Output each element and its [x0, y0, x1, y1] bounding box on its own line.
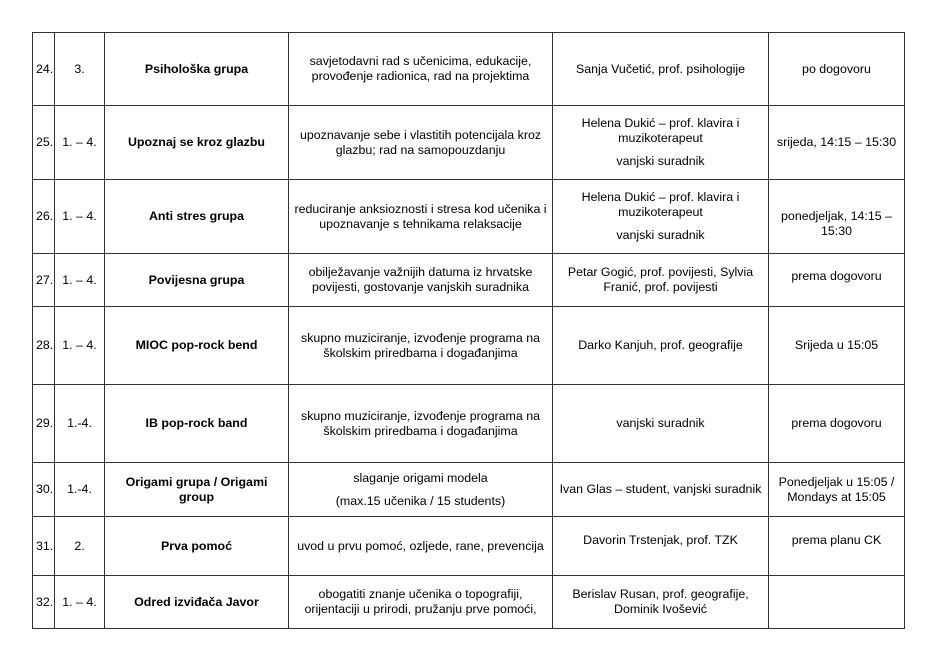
activity-time: prema dogovoru [769, 254, 905, 307]
table-row [33, 307, 905, 385]
activity-description: reduciranje anksioznosti i stresa kod učenika i upoznavanje s tehnikama relaksacije [289, 180, 553, 254]
activity-name: IB pop-rock band [105, 385, 289, 463]
activities-table [32, 32, 905, 629]
grade-cell: 1. – 4. [55, 576, 105, 629]
table-row [33, 180, 905, 254]
activity-description: skupno muziciranje, izvođenje programa na školskim priredbama i događanjima [289, 307, 553, 385]
activity-description: obilježavanje važnijih datuma iz hrvatske povijesti, gostovanje vanjskih suradnika [289, 254, 553, 307]
activity-leader: Sanja Vučetić, prof. psihologije [553, 33, 769, 106]
row-number: 31. [33, 517, 55, 576]
grade-cell: 1.-4. [55, 385, 105, 463]
row-number: 27. [33, 254, 55, 307]
activity-time: srijeda, 14:15 – 15:30 [769, 106, 905, 180]
activity-time: prema planu CK [769, 517, 905, 576]
activity-name: MIOC pop-rock bend [105, 307, 289, 385]
leader-note: vanjski suradnik [616, 154, 705, 168]
row-number: 32. [33, 576, 55, 629]
leader-name: Helena Dukić – prof. klavira i muzikoterapeut [581, 190, 740, 219]
activity-name: Povijesna grupa [105, 254, 289, 307]
activity-time: prema dogovoru [769, 385, 905, 463]
activity-description: upoznavanje sebe i vlastitih potencijala kroz glazbu; rad na samopouzdanju [289, 106, 553, 180]
description-note: (max.15 učenika / 15 students) [335, 493, 506, 508]
row-number: 28. [33, 307, 55, 385]
activity-name: Psihološka grupa [105, 33, 289, 106]
table-row [33, 254, 905, 307]
activity-description: uvod u prvu pomoć, ozljede, rane, prevencija [289, 517, 553, 576]
table-row [33, 576, 905, 629]
activity-time: Srijeda u 15:05 [769, 307, 905, 385]
activity-name: Origami grupa / Origami group [105, 463, 289, 517]
activity-leader: Ivan Glas – student, vanjski suradnik [553, 463, 769, 517]
activity-description: obogatiti znanje učenika o topografiji, orijentaciji u prirodi, pružanju prve pomoći, [289, 576, 553, 629]
row-number: 25. [33, 106, 55, 180]
table-row [33, 463, 905, 517]
activity-time [769, 576, 905, 629]
activity-name: Odred izviđača Javor [105, 576, 289, 629]
activity-description: savjetodavni rad s učenicima, edukacije, provođenje radionica, rad na projektima [289, 33, 553, 106]
table-row [33, 517, 905, 576]
activity-name: Upoznaj se kroz glazbu [105, 106, 289, 180]
activity-leader [553, 106, 769, 180]
row-number: 24. [33, 33, 55, 106]
activity-leader: Berislav Rusan, prof. geografije, Dominik Ivošević [553, 576, 769, 629]
table-row [33, 385, 905, 463]
grade-cell: 1. – 4. [55, 307, 105, 385]
activity-description: skupno muziciranje, izvođenje programa na školskim priredbama i događanjima [289, 385, 553, 463]
activity-name: Prva pomoć [105, 517, 289, 576]
row-number: 26. [33, 180, 55, 254]
activity-name: Anti stres grupa [105, 180, 289, 254]
activity-leader [553, 180, 769, 254]
grade-cell: 3. [55, 33, 105, 106]
leader-note: vanjski suradnik [616, 228, 705, 242]
leader-name: Helena Dukić – prof. klavira i muzikoterapeut [581, 116, 740, 145]
activity-description [289, 463, 553, 517]
table-row [33, 106, 905, 180]
grade-cell: 1. – 4. [55, 254, 105, 307]
description-main: slaganje origami modela [353, 470, 488, 485]
activity-leader: Davorin Trstenjak, prof. TZK [553, 517, 769, 576]
activity-time: ponedjeljak, 14:15 – 15:30 [769, 180, 905, 254]
row-number: 29. [33, 385, 55, 463]
grade-cell: 1. – 4. [55, 180, 105, 254]
activity-leader: Darko Kanjuh, prof. geografije [553, 307, 769, 385]
activity-leader: vanjski suradnik [553, 385, 769, 463]
grade-cell: 1. – 4. [55, 106, 105, 180]
activity-leader: Petar Gogić, prof. povijesti, Sylvia Franić, prof. povijesti [553, 254, 769, 307]
activity-time: po dogovoru [769, 33, 905, 106]
table-row [33, 33, 905, 106]
row-number: 30. [33, 463, 55, 517]
grade-cell: 1.-4. [55, 463, 105, 517]
grade-cell: 2. [55, 517, 105, 576]
activity-time: Ponedjeljak u 15:05 / Mondays at 15:05 [769, 463, 905, 517]
